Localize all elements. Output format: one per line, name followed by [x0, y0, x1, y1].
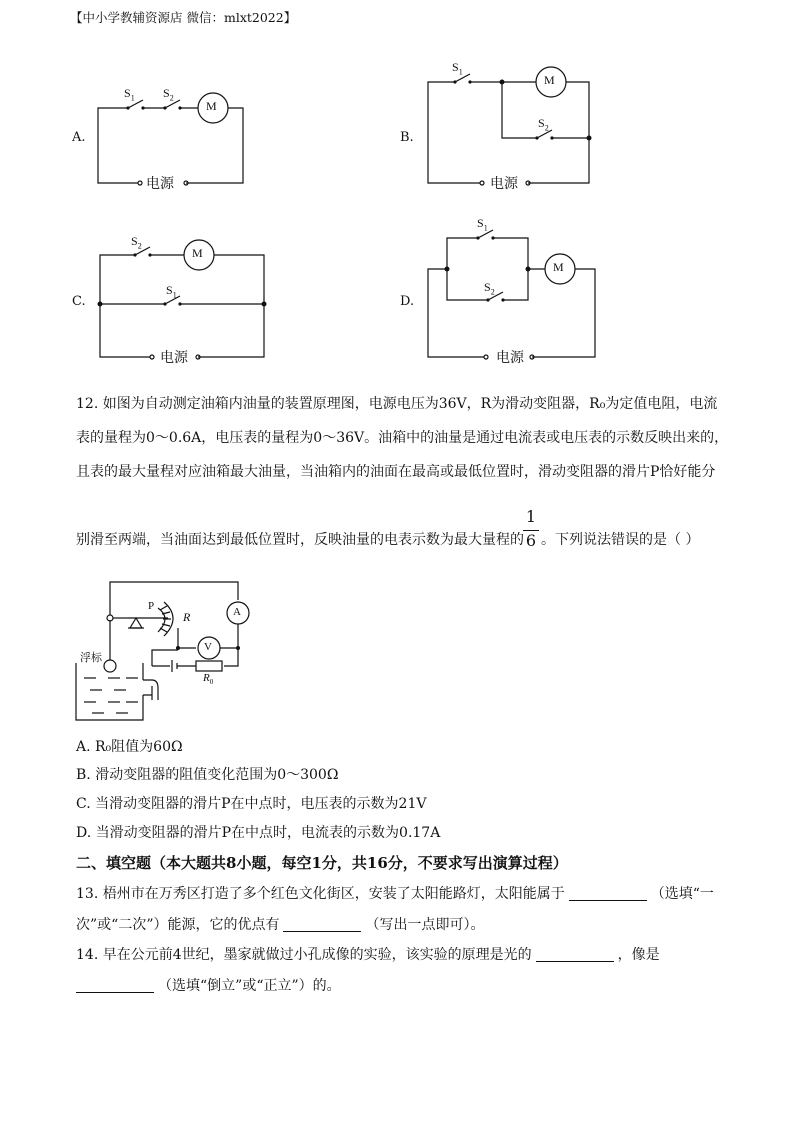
- choice-c: C. 当滑动变阻器的滑片P在中点时，电压表的示数为21V: [76, 796, 427, 812]
- choice-d: D. 当滑动变阻器的滑片P在中点时，电流表的示数为0.17A: [76, 825, 441, 841]
- slider-p-label: P: [148, 600, 155, 612]
- fraction-denominator: 6: [525, 531, 537, 550]
- q12-line-4b: 。下列说法错误的是（ ）: [541, 532, 700, 548]
- q12-line-1: 12. 如图为自动测定油箱内油量的装置原理图，电源电压为36V，R为滑动变阻器，R₀为定值电阻，电流: [76, 396, 718, 412]
- q13-line-1: 13. 梧州市在万秀区打造了多个红色文化街区，安装了太阳能路灯，太阳能属于 （选填“一: [76, 886, 714, 902]
- option-a-label: A.: [72, 130, 86, 145]
- q14-blank-1[interactable]: [536, 947, 614, 962]
- switch-s2-c: $S_2$: [131, 234, 142, 251]
- q12-line-4a: 别滑至两端，当油面达到最低位置时，反映油量的电表示数为最大量程的: [76, 532, 524, 548]
- motor-d: M: [553, 260, 564, 274]
- q13-blank-2[interactable]: [283, 917, 361, 932]
- float-label: 浮标: [80, 651, 102, 664]
- power-a: 电源: [146, 176, 174, 192]
- power-b: 电源: [490, 176, 518, 192]
- option-d-label: D.: [400, 294, 415, 309]
- resistor-r-label: R: [183, 610, 191, 624]
- fraction-numerator: 1: [525, 507, 537, 526]
- q13-blank-1[interactable]: [569, 886, 647, 901]
- ammeter-label: A: [233, 606, 241, 618]
- r0-label: $R_0$: [203, 672, 214, 687]
- switch-s1-c: $S_1$: [166, 283, 177, 300]
- motor-c: M: [192, 246, 203, 260]
- switch-s1-d: $S_1$: [477, 216, 488, 233]
- power-d: 电源: [496, 350, 524, 366]
- motor-a: M: [206, 99, 217, 113]
- q14-blank-2[interactable]: [76, 978, 154, 993]
- section-heading: 二、填空题（本大题共8小题，每空1分，共16分，不要求写出演算过程）: [76, 854, 568, 872]
- switch-s1-a: $S_1$: [124, 86, 135, 103]
- q14-line-1: 14. 早在公元前4世纪，墨家就做过小孔成像的实验，该实验的原理是光的 ，像是: [76, 947, 660, 963]
- choice-a: A. R₀阻值为60Ω: [76, 739, 183, 755]
- switch-s2-d: $S_2$: [484, 280, 495, 297]
- voltmeter-label: V: [204, 641, 212, 653]
- q12-line-3: 且表的最大量程对应油箱最大油量，当油箱内的油面在最高或最低位置时，滑动变阻器的滑片P恰好能分: [76, 464, 716, 480]
- switch-s2-b: $S_2$: [538, 116, 549, 133]
- switch-s1-b: $S_1$: [452, 60, 463, 77]
- switch-s2-a: $S_2$: [163, 86, 174, 103]
- power-c: 电源: [160, 350, 188, 366]
- q14-line-2: （选填“倒立”或“正立”）的。: [76, 976, 341, 996]
- option-b-label: B.: [400, 130, 414, 145]
- option-c-label: C.: [72, 294, 86, 309]
- q12-line-2: 表的量程为0～0.6A，电压表的量程为0～36V。油箱中的油量是通过电流表或电压表的示数反映出来的，: [76, 430, 729, 446]
- motor-b: M: [544, 73, 555, 87]
- choice-b: B. 滑动变阻器的阻值变化范围为0～300Ω: [76, 767, 339, 783]
- page-header: 【中小学教辅资源店 微信：mlxt2022】: [70, 10, 297, 25]
- q13-line-2: 次”或“二次”）能源，它的优点有 （写出一点即可）。: [76, 917, 485, 933]
